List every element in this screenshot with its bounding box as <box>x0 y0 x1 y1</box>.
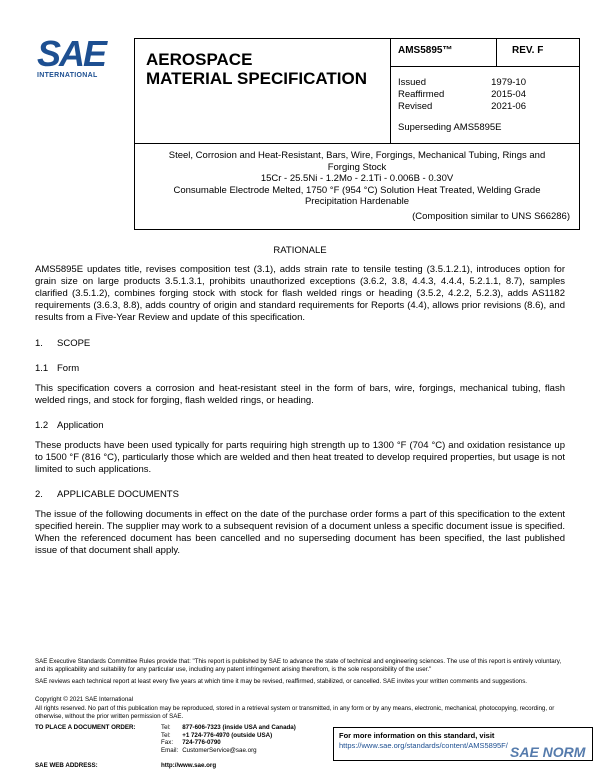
spec-title-line-2: Forging Stock <box>327 161 387 173</box>
issued-label: Issued <box>398 77 426 88</box>
issued-date: 1979-10 <box>491 77 526 88</box>
document-type-title <box>146 50 367 88</box>
fax-label: Fax: <box>161 739 174 747</box>
info-text: For more information on this standard, visit <box>339 731 495 740</box>
section-number: 2. <box>35 489 43 500</box>
section-title: Form <box>57 363 80 374</box>
specification-title <box>140 150 574 208</box>
section-number: 1.1 <box>35 363 49 374</box>
rationale-text: AMS5895E updates title, revises composition test (3.1), adds strain rate to tensile testing (3.5.1.2.1), introduces option for grain size on large products 3.5.1.3.1, prohibits unauthorized exceptions (3.6.2, 3.8, 4.4.3, 4.4.4, 5.2.1.1, 8.7), samples clarified (3.5.1.2), combines forging stock with stock for flash welded rings or heading (3.5.2, 4.2.2, 5.2.3), adds AS1182 requirements (3.6.3, 8.8), adds country of origin and standard requirements for Reports (4.4), allows prior revisions (8.6), and results from a Five-Year Review and update of this specification. <box>35 264 565 323</box>
revised-label: Revised <box>398 101 433 112</box>
section-1-heading <box>35 338 90 349</box>
footer-rules: SAE Executive Standards Committee Rules provide that: "This report is published by SAE to advance the state of technical and engineering sciences. The use of this report is entirely voluntary, and its applicability and suitability for any particular use, including any patent infringement arising therefrom, is the sole responsibility of the user." <box>35 658 562 673</box>
section-number: 1.2 <box>35 420 49 431</box>
reaffirmed-label: Reaffirmed <box>398 89 445 100</box>
section-2-heading <box>35 489 179 500</box>
web-link[interactable]: http://www.sae.org <box>161 762 217 769</box>
section-2-text: The issue of the following documents in effect on the date of the purchase order forms a part of this specification to the extent specified herein. The supplier may work to a subsequent revision of a document unless a specific document issue is specified. When the referenced document has been cancelled and no superseding document has been specified, the last published issue of that document shall apply. <box>35 509 565 556</box>
spec-title-line-4: Consumable Electrode Melted, 1750 °F (954 °C) Solution Heat Treated, Welding Grade <box>173 184 541 196</box>
order-contact-table <box>35 724 300 754</box>
spec-title-line-5: Precipitation Hardenable <box>304 196 410 207</box>
logo-mark: SAE <box>37 33 106 74</box>
footer-copyright: Copyright © 2021 SAE International <box>35 696 134 703</box>
order-label: TO PLACE A DOCUMENT ORDER: <box>35 724 136 731</box>
title-line-2: MATERIAL SPECIFICATION <box>146 69 367 88</box>
section-1-1-heading <box>35 363 79 374</box>
tel-label: Tel: <box>161 724 171 731</box>
rationale-heading: RATIONALE <box>273 245 327 256</box>
header-divider <box>390 38 391 144</box>
section-title: Application <box>57 420 104 431</box>
fax-value: 724-776-0790 <box>182 739 221 747</box>
spec-title-line-1: Steel, Corrosion and Heat-Resistant, Bars, Wire, Forgings, Mechanical Tubing, Rings and <box>168 150 546 161</box>
section-1-2-heading <box>35 420 103 431</box>
spec-title-line-3: 15Cr - 25.5Ni - 1.2Mo - 2.1Ti - 0.006B - 0.30V <box>260 173 454 184</box>
web-label: SAE WEB ADDRESS: <box>35 762 98 769</box>
footer-review: SAE reviews each technical report at least every five years at which time it may be revised, reaffirmed, stabilized, or cancelled. SAE invites your written comments and suggestions. <box>35 678 528 685</box>
date-block <box>398 77 526 113</box>
footer-rights: All rights reserved. No part of this publication may be reproduced, stored in a retrieval system or transmitted, in any form or by any means, electronic, mechanical, photocopying, recording, or otherwise, without the prior written permission of SAE. <box>35 705 555 720</box>
tel2-value: +1 724-776-4970 (outside USA) <box>182 731 273 739</box>
tel2-label: Tel: <box>161 731 171 739</box>
tel-value: 877-606-7323 (inside USA and Canada) <box>182 724 296 731</box>
watermark: SAE NORM <box>510 744 586 760</box>
section-1-1-text: This specification covers a corrosion and heat-resistant steel in the form of bars, wire, forgings, mechanical tubing, flash welded rings, and stock for forging, flash welded rings, or heading. <box>35 383 565 406</box>
header-divider-horizontal <box>390 66 580 67</box>
section-1-2-text: These products have been used typically for parts requiring high strength up to 1300 °F (704 °C) and oxidation resistance up to 1500 °F (816 °C), particularly those which are welded and then heat treated to develop required properties, but usage is not limited to such applications. <box>35 440 565 475</box>
email-value[interactable]: CustomerService@sae.org <box>182 746 257 754</box>
web-address-row <box>35 762 216 769</box>
logo-subtitle: INTERNATIONAL <box>37 72 98 79</box>
composition-note: (Composition similar to UNS S66286) <box>412 211 570 222</box>
standard-link[interactable]: https://www.sae.org/standards/content/AMS5895F/ <box>339 741 508 750</box>
email-label: Email: <box>161 746 179 754</box>
title-line-1: AEROSPACE <box>146 50 253 69</box>
section-number: 1. <box>35 338 43 349</box>
section-title: APPLICABLE DOCUMENTS <box>57 489 179 500</box>
header-divider-rev <box>496 38 497 66</box>
reaffirmed-date: 2015-04 <box>491 89 526 100</box>
revised-date: 2021-06 <box>491 101 526 112</box>
superseding-note: Superseding AMS5895E <box>398 122 502 133</box>
document-id: AMS5895™ <box>398 45 453 56</box>
sae-logo <box>37 33 123 79</box>
section-title: SCOPE <box>57 338 91 349</box>
revision-label: REV. F <box>512 45 544 56</box>
